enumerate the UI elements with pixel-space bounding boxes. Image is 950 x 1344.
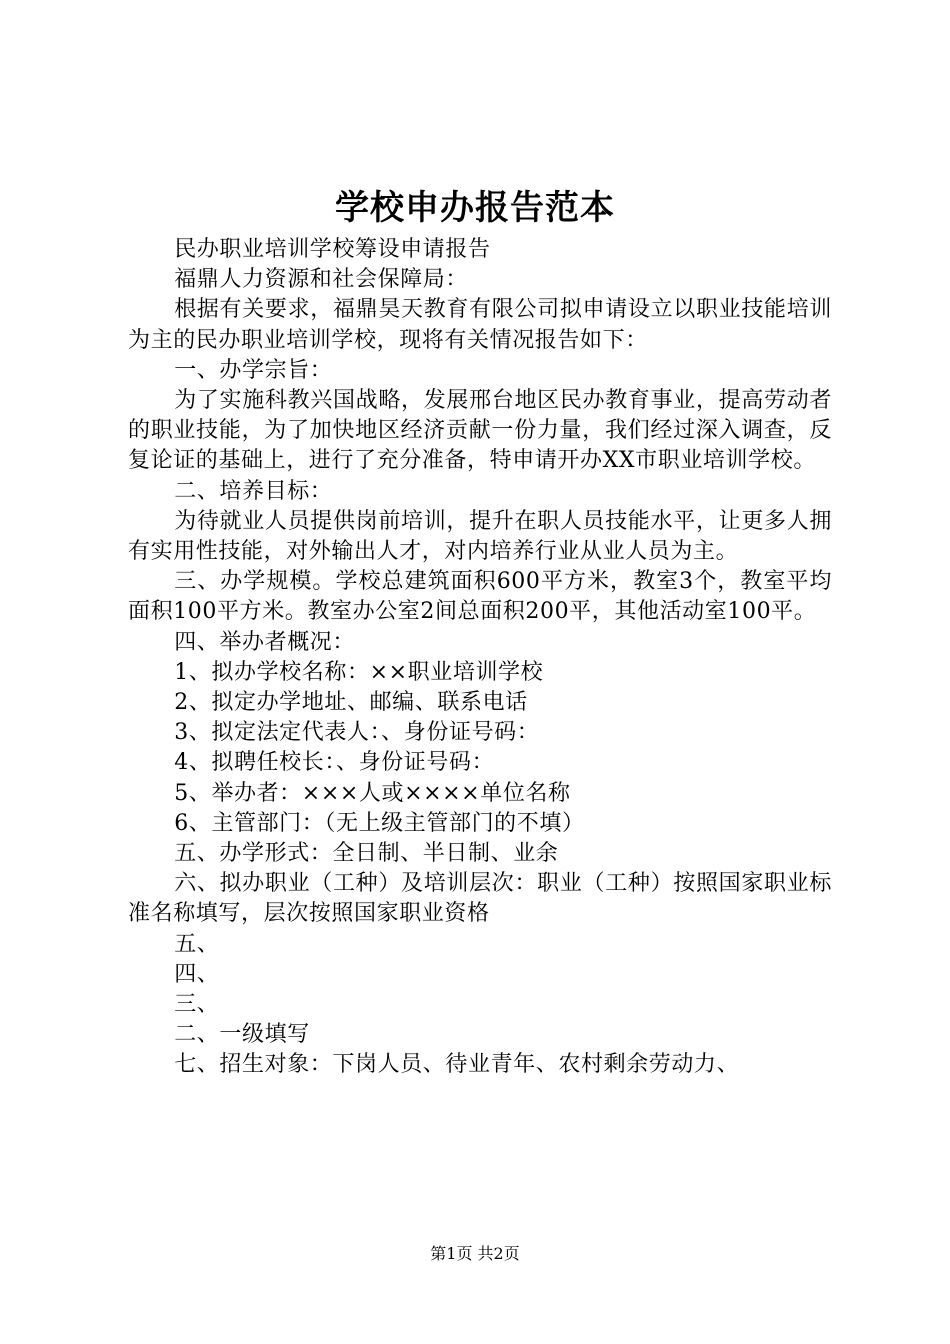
paragraph: 4、拟聘任校长：、身份证号码： xyxy=(174,750,495,776)
paragraph: 5、举办者：×××人或××××单位名称 xyxy=(174,780,571,806)
paragraph: 1、拟办学校名称：××职业培训学校 xyxy=(174,659,544,685)
paragraph: 为了实施科教兴国战略，发展邢台地区民办教育事业，提高劳动者的职业技能，为了加快地区经济贡献一份力量，我们经过深入调查，反复论证的基础上，进行了充分准备，特申请开办XX市职业培训学校。 xyxy=(128,388,832,474)
page-number-footer: 第1页 共2页 xyxy=(430,1244,520,1263)
paragraph: 一、办学宗旨： xyxy=(174,357,333,383)
paragraph: 3、拟定法定代表人：、身份证号码： xyxy=(174,720,540,746)
paragraph: 根据有关要求，福鼎昊天教育有限公司拟申请设立以职业技能培训为主的民办职业培训学校，现将有关情况报告如下： xyxy=(128,297,832,353)
paragraph: 三、办学规模。学校总建筑面积600平方米，教室3个，教室平均面积100平方米。教室办公室2间总面积200平，其他活动室100平。 xyxy=(128,569,832,625)
paragraph: 二、一级填写 xyxy=(174,1022,310,1048)
paragraph: 七、招生对象：下岗人员、待业青年、农村剩余劳动力、 xyxy=(174,1052,740,1078)
paragraph: 六、拟办职业（工种）及培训层次：职业（工种）按照国家职业标准名称填写，层次按照国家职业资格 xyxy=(128,871,832,927)
paragraph: 五、办学形式：全日制、半日制、业余 xyxy=(174,841,559,867)
paragraph: 四、举办者概况： xyxy=(174,629,355,655)
paragraph: 四、 xyxy=(174,961,220,987)
paragraph: 三、 xyxy=(174,992,220,1018)
paragraph: 民办职业培训学校筹设申请报告 xyxy=(174,237,491,262)
document-title: 学校申办报告范本 xyxy=(335,188,615,228)
paragraph: 为待就业人员提供岗前培训，提升在职人员技能水平，让更多人拥有实用性技能，对外输出人才，对内培养行业从业人员为主。 xyxy=(128,508,832,565)
paragraph: 二、培养目标： xyxy=(174,478,333,504)
paragraph: 福鼎人力资源和社会保障局： xyxy=(174,267,468,293)
paragraph: 五、 xyxy=(174,931,220,957)
paragraph: 6、主管部门：（无上级主管部门的不填） xyxy=(174,810,585,836)
document-body xyxy=(128,235,832,1081)
paragraph: 2、拟定办学地址、邮编、联系电话 xyxy=(174,690,528,716)
